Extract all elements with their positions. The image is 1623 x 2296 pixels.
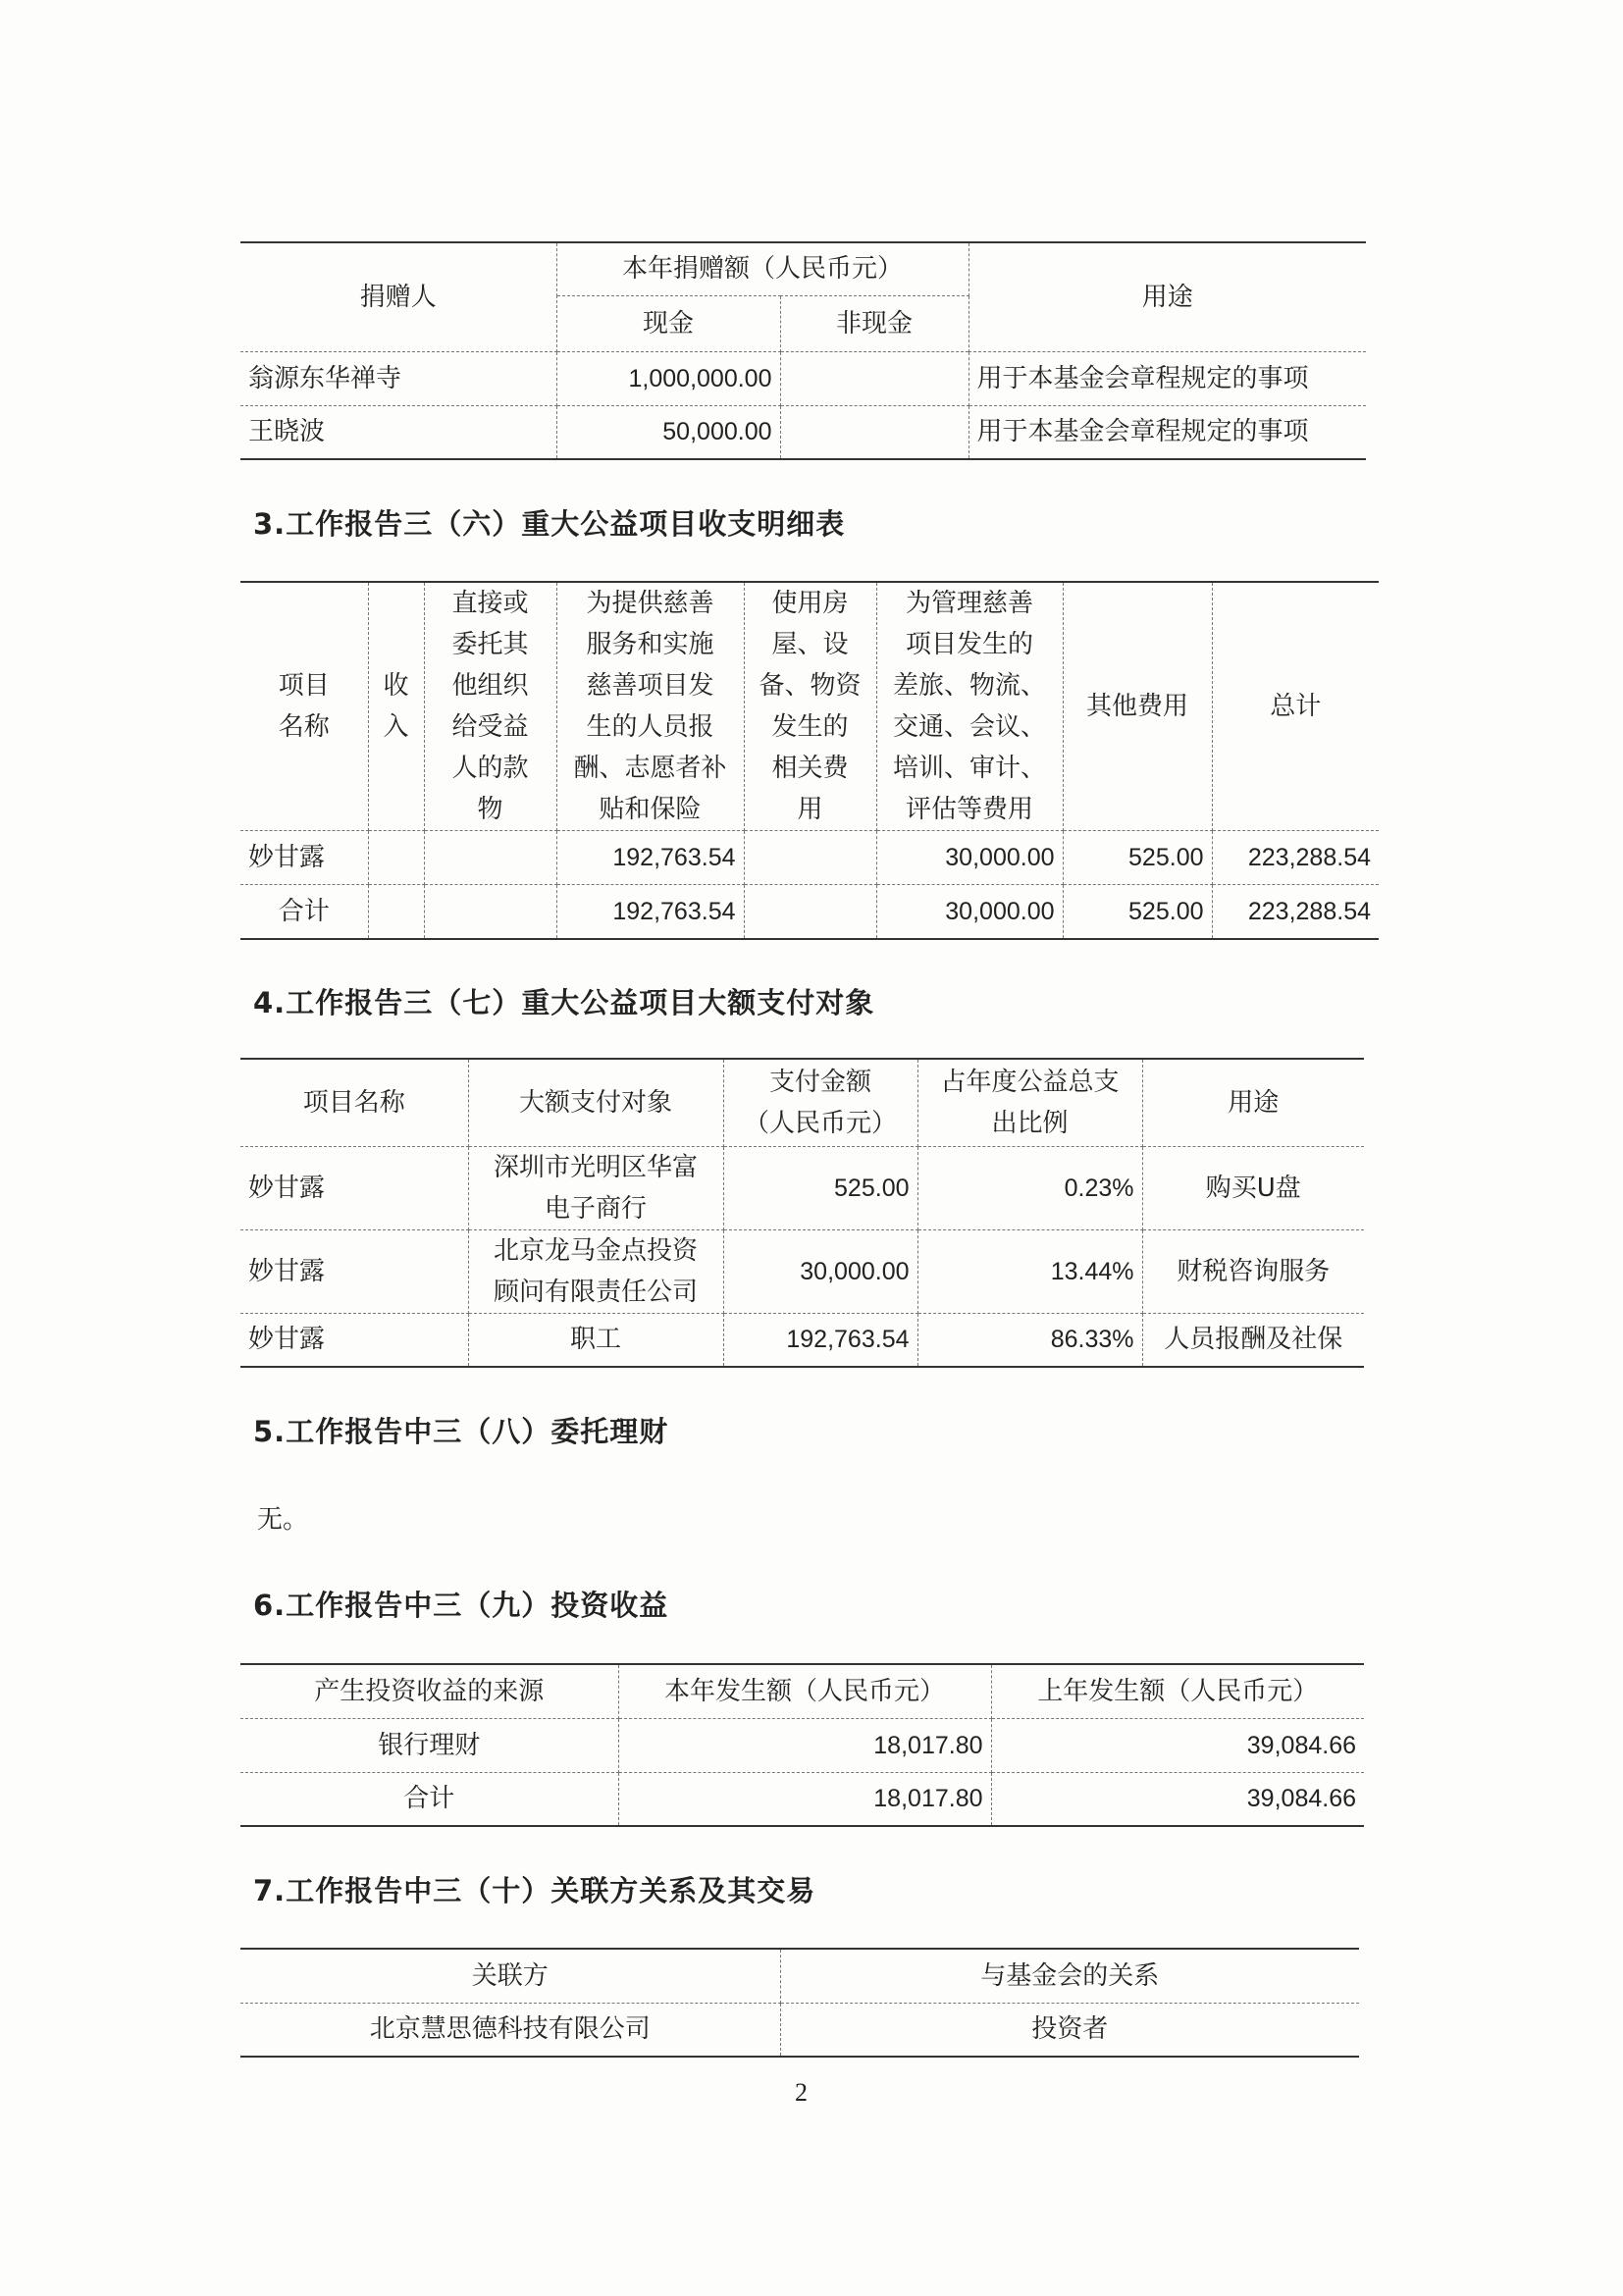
cell: 北京慧思德科技有限公司 bbox=[240, 2003, 780, 2057]
cell: 525.00 bbox=[1063, 831, 1212, 885]
header-amount: 本年捐赠额（人民币元） bbox=[556, 242, 969, 295]
header-cell: 使用房 屋、设 备、物资 发生的 相关费 用 bbox=[744, 582, 876, 831]
table-row bbox=[240, 885, 1379, 939]
donation-table bbox=[240, 241, 1366, 460]
cell: 妙甘露 bbox=[240, 1146, 468, 1229]
cell bbox=[744, 831, 876, 885]
header-cell: 支付金额 （人民币元） bbox=[723, 1059, 917, 1146]
cell: 192,763.54 bbox=[723, 1313, 917, 1367]
header-cell: 为提供慈善 服务和实施 慈善项目发 生的人员报 酬、志愿者补 贴和保险 bbox=[556, 582, 744, 831]
cell: 13.44% bbox=[917, 1229, 1142, 1313]
cell: 妙甘露 bbox=[240, 1229, 468, 1313]
table-row bbox=[240, 831, 1379, 885]
header-row bbox=[240, 1664, 1364, 1718]
cell: 192,763.54 bbox=[556, 831, 744, 885]
header-cell: 总计 bbox=[1212, 582, 1379, 831]
cell: 86.33% bbox=[917, 1313, 1142, 1367]
cell: 18,017.80 bbox=[618, 1718, 991, 1772]
cell: 银行理财 bbox=[240, 1718, 618, 1772]
cell: 合计 bbox=[240, 885, 368, 939]
header-row bbox=[240, 582, 1379, 831]
section4-title: 4.工作报告三（七）重大公益项目大额支付对象 bbox=[253, 986, 875, 1019]
header-purpose: 用途 bbox=[969, 242, 1366, 351]
cell: 525.00 bbox=[1063, 885, 1212, 939]
related-party-table bbox=[240, 1948, 1359, 2058]
cell: 北京龙马金点投资 顾问有限责任公司 bbox=[468, 1229, 723, 1313]
header-cell: 为管理慈善 项目发生的 差旅、物流、 交通、会议、 培训、审计、 评估等费用 bbox=[876, 582, 1063, 831]
section6-title: 6.工作报告中三（九）投资收益 bbox=[253, 1589, 669, 1622]
purpose: 用于本基金会章程规定的事项 bbox=[969, 405, 1366, 459]
cell: 525.00 bbox=[723, 1146, 917, 1229]
cell: 投资者 bbox=[780, 2003, 1359, 2057]
large-payment-table bbox=[240, 1058, 1364, 1368]
cell: 39,084.66 bbox=[991, 1718, 1364, 1772]
header-cell: 收 入 bbox=[368, 582, 424, 831]
table-row bbox=[240, 1146, 1364, 1229]
header-cell: 直接或 委托其 他组织 给受益 人的款 物 bbox=[424, 582, 556, 831]
cash: 50,000.00 bbox=[556, 405, 780, 459]
cell bbox=[744, 885, 876, 939]
cell: 财税咨询服务 bbox=[1142, 1229, 1364, 1313]
cell: 192,763.54 bbox=[556, 885, 744, 939]
header-cell: 本年发生额（人民币元） bbox=[618, 1664, 991, 1718]
header-cell: 其他费用 bbox=[1063, 582, 1212, 831]
project-expense-table bbox=[240, 581, 1379, 940]
cell: 深圳市光明区华富 电子商行 bbox=[468, 1146, 723, 1229]
header-row bbox=[240, 1949, 1359, 2003]
header-cell: 与基金会的关系 bbox=[780, 1949, 1359, 2003]
table-row bbox=[240, 1313, 1364, 1367]
header-cell: 大额支付对象 bbox=[468, 1059, 723, 1146]
header-cell: 上年发生额（人民币元） bbox=[991, 1664, 1364, 1718]
cell: 30,000.00 bbox=[876, 885, 1063, 939]
cell: 223,288.54 bbox=[1212, 885, 1379, 939]
section5-body: 无。 bbox=[257, 1505, 309, 1535]
header-noncash: 非现金 bbox=[780, 295, 969, 351]
cell: 妙甘露 bbox=[240, 1313, 468, 1367]
noncash bbox=[780, 405, 969, 459]
header-cell: 用途 bbox=[1142, 1059, 1364, 1146]
cell: 223,288.54 bbox=[1212, 831, 1379, 885]
page-number: 2 bbox=[795, 2078, 808, 2107]
donor: 王晓波 bbox=[240, 405, 556, 459]
cell: 妙甘露 bbox=[240, 831, 368, 885]
cell: 人员报酬及社保 bbox=[1142, 1313, 1364, 1367]
section3-title: 3.工作报告三（六）重大公益项目收支明细表 bbox=[253, 507, 846, 541]
noncash bbox=[780, 351, 969, 405]
cell bbox=[424, 831, 556, 885]
table-row bbox=[240, 2003, 1359, 2057]
cell bbox=[424, 885, 556, 939]
cell bbox=[368, 885, 424, 939]
section5-title: 5.工作报告中三（八）委托理财 bbox=[253, 1415, 669, 1448]
table-row bbox=[240, 1772, 1364, 1826]
section7-title: 7.工作报告中三（十）关联方关系及其交易 bbox=[253, 1874, 816, 1907]
cell: 0.23% bbox=[917, 1146, 1142, 1229]
header-row bbox=[240, 1059, 1364, 1146]
investment-income-table bbox=[240, 1663, 1364, 1827]
header-cell: 关联方 bbox=[240, 1949, 780, 2003]
cell: 39,084.66 bbox=[991, 1772, 1364, 1826]
cell: 30,000.00 bbox=[876, 831, 1063, 885]
header-cell: 占年度公益总支 出比例 bbox=[917, 1059, 1142, 1146]
table-row bbox=[240, 1229, 1364, 1313]
purpose: 用于本基金会章程规定的事项 bbox=[969, 351, 1366, 405]
header-cash: 现金 bbox=[556, 295, 780, 351]
cell bbox=[368, 831, 424, 885]
cell: 合计 bbox=[240, 1772, 618, 1826]
table-row bbox=[240, 405, 1366, 459]
table-row bbox=[240, 351, 1366, 405]
header-cell: 产生投资收益的来源 bbox=[240, 1664, 618, 1718]
cell: 购买U盘 bbox=[1142, 1146, 1364, 1229]
cash: 1,000,000.00 bbox=[556, 351, 780, 405]
header-donor: 捐赠人 bbox=[240, 242, 556, 351]
cell: 30,000.00 bbox=[723, 1229, 917, 1313]
table-row bbox=[240, 1718, 1364, 1772]
cell: 18,017.80 bbox=[618, 1772, 991, 1826]
donor: 翁源东华禅寺 bbox=[240, 351, 556, 405]
header-cell: 项目 名称 bbox=[240, 582, 368, 831]
header-cell: 项目名称 bbox=[240, 1059, 468, 1146]
cell: 职工 bbox=[468, 1313, 723, 1367]
